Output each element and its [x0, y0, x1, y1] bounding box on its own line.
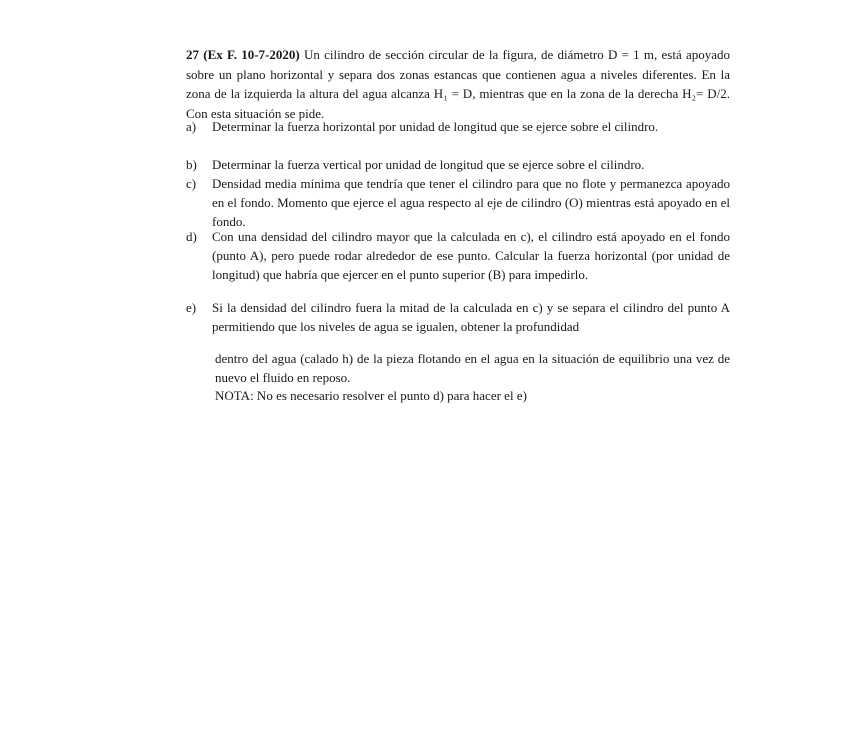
- problem-heading: 27 (Ex F. 10-7-2020): [186, 47, 300, 62]
- item-e-continuation: dentro del agua (calado h) de la pieza flotando en el agua en la situación de equilibrio una vez de nuevo el fluido en reposo.: [215, 351, 730, 385]
- problem-intro: [186, 45, 730, 123]
- list-item-d: [186, 227, 730, 284]
- list-item-a: [186, 117, 730, 136]
- list-item-b: [186, 155, 730, 174]
- problem-statement: Un cilindro de sección circular de la figura, de diámetro D = 1 m, está apoyado sobre un plano horizontal y separa dos zonas estancas que contienen agua a niveles diferentes. En la zona de la izquierda la altura del agua alcanza H₁ = D, mientras que en la zona de la derecha H₂= D/2. Con esta situación se pide.: [186, 47, 731, 121]
- item-text: Con una densidad del cilindro mayor que la calculada en c), el cilindro está apoyado en el fondo (punto A), pero puede rodar alrededor de ese punto. Calcular la fuerza horizontal (por unidad de longitud) que habría que ejercer en el punto superior (B) para impedirlo.: [212, 229, 730, 282]
- item-label: e): [186, 300, 197, 315]
- list-item-e: [186, 298, 730, 336]
- item-text: Determinar la fuerza horizontal por unidad de longitud que se ejerce sobre el cilindro.: [212, 119, 659, 134]
- item-label: c): [186, 176, 197, 191]
- list-item-c: [186, 174, 730, 231]
- item-text: Si la densidad del cilindro fuera la mitad de la calculada en c) y se separa el cilindro del punto A permitiendo que los niveles de agua se igualen, obtener la profundidad: [212, 300, 730, 334]
- item-label: b): [186, 157, 197, 172]
- item-text: Determinar la fuerza vertical por unidad de longitud que se ejerce sobre el cilindro.: [212, 157, 645, 172]
- note-text: NOTA: No es necesario resolver el punto d) para hacer el e): [215, 388, 527, 403]
- item-label: a): [186, 119, 197, 134]
- item-label: d): [186, 229, 197, 244]
- item-text: Densidad media mínima que tendría que tener el cilindro para que no flote y permanezca apoyado en el fondo. Momento que ejerce el agua respecto al eje de cilindro (O) mientras está apoyado en el fondo.: [212, 176, 730, 229]
